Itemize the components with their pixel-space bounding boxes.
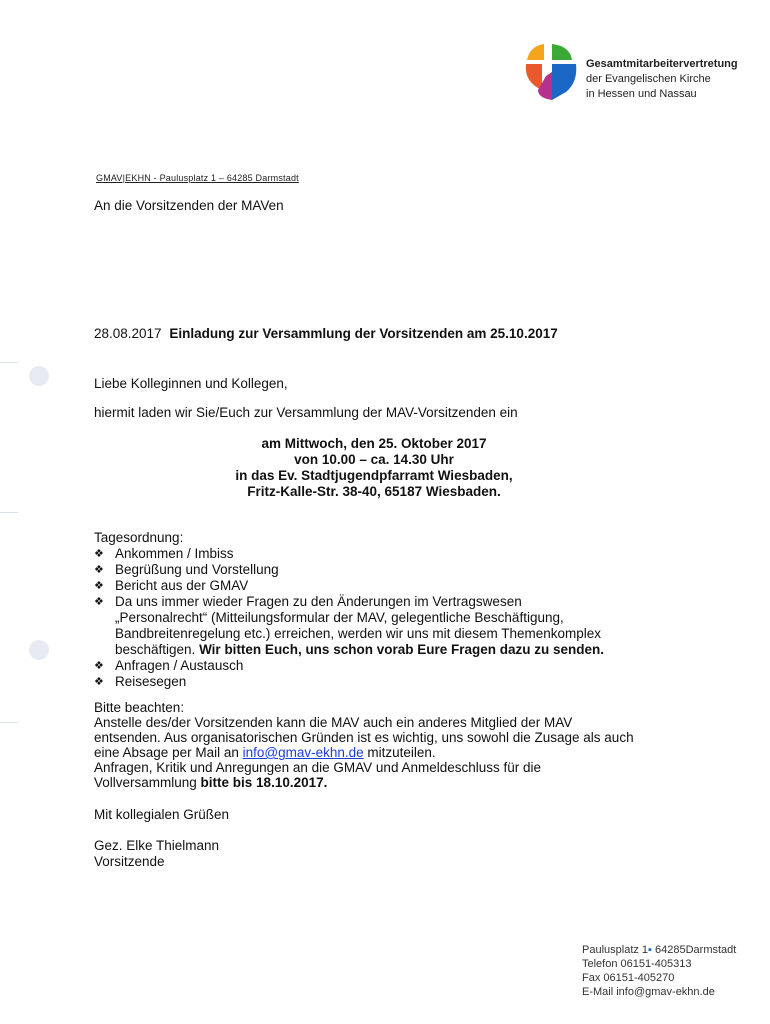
agenda-item-text: Anfragen / Austausch (115, 658, 244, 673)
agenda-item-text: „Personalrecht“ (Mitteilungsformular der MAV, gelegentliche Beschäftigung, (115, 610, 564, 625)
fold-mark (0, 722, 18, 723)
agenda-item-text: Da uns immer wieder Fragen zu den Änderungen im Vertragswesen (115, 594, 522, 609)
org-line-1: Gesamtmitarbeitervertretung (586, 58, 738, 70)
list-item (94, 594, 604, 658)
closing: Mit kollegialen Grüßen (94, 807, 230, 822)
punch-hole-mark (29, 640, 49, 660)
agenda-item-text: Reisesegen (115, 674, 187, 689)
notes-line: entsenden. Aus organisatorischen Gründen ist es wichtig, uns sowohl die Zusage als auch (94, 730, 634, 745)
diamond-bullet-icon: ❖ (94, 564, 104, 576)
signature-name: Gez. Elke Thielmann (94, 838, 220, 853)
ekhn-cross-logo (518, 42, 582, 102)
agenda-item-text: Bandbreitenregelung etc.) erreichen, werden wir uns mit diesem Themenkomplex (115, 626, 601, 641)
event-details (94, 436, 654, 500)
greeting: Liebe Kolleginnen und Kollegen, (94, 376, 288, 391)
event-date: am Mittwoch, den 25. Oktober 2017 (261, 436, 487, 451)
list-item (94, 578, 604, 594)
sender-address-line: GMAV|EKHN - Paulusplatz 1 – 64285 Darmstadt (96, 173, 299, 183)
event-address: Fritz-Kalle-Str. 38-40, 65187 Wiesbaden. (247, 484, 501, 499)
org-name (586, 57, 738, 102)
recipient-line: An die Vorsitzenden der MAVen (94, 198, 284, 213)
diamond-bullet-icon: ❖ (94, 548, 104, 560)
fold-mark (0, 362, 18, 363)
footer-street: Paulusplatz 1▪ 64285Darmstadt (582, 944, 737, 956)
agenda-list (94, 546, 604, 690)
notes-section (94, 700, 634, 790)
notes-line: eine Absage per Mail an info@gmav-ekhn.de mitzuteilen. (94, 745, 436, 760)
event-time: von 10.00 – ca. 14.30 Uhr (294, 452, 454, 467)
fold-mark (0, 512, 18, 513)
agenda-item-text: beschäftigen. Wir bitten Euch, uns schon vorab Eure Fragen dazu zu senden. (115, 642, 604, 657)
org-line-3: in Hessen und Nassau (586, 88, 697, 100)
agenda-request-bold: Wir bitten Euch, uns schon vorab Eure Fragen dazu zu senden. (199, 642, 604, 657)
subject-title: Einladung zur Versammlung der Vorsitzenden am 25.10.2017 (169, 326, 558, 341)
notes-heading: Bitte beachten: (94, 700, 185, 715)
list-item (94, 674, 604, 690)
list-item (94, 546, 604, 562)
list-item (94, 562, 604, 578)
footer-address (582, 943, 736, 999)
notes-line: Vollversammlung bitte bis 18.10.2017. (94, 775, 328, 790)
deadline-bold: bitte bis 18.10.2017. (200, 775, 328, 790)
org-line-2: der Evangelischen Kirche (586, 73, 711, 85)
agenda-item-text: Ankommen / Imbiss (115, 546, 234, 561)
agenda-heading: Tagesordnung: (94, 530, 184, 545)
diamond-bullet-icon: ❖ (94, 676, 104, 688)
diamond-bullet-icon: ❖ (94, 580, 104, 592)
list-item (94, 658, 604, 674)
event-venue: in das Ev. Stadtjugendpfarramt Wiesbaden, (235, 468, 513, 483)
left-margin-strip (0, 0, 74, 1024)
footer-fax: Fax 06151-405270 (582, 972, 675, 984)
letter-date: 28.08.2017 (94, 326, 162, 341)
letter-page (74, 0, 770, 1024)
agenda-item-text: Bericht aus der GMAV (115, 578, 249, 593)
footer-phone: Telefon 06151-405313 (582, 958, 692, 970)
subject-line (94, 326, 558, 341)
intro-text: hiermit laden wir Sie/Euch zur Versammlung der MAV-Vorsitzenden ein (94, 405, 518, 420)
notes-line: Anfragen, Kritik und Anregungen an die GMAV und Anmeldeschluss für die (94, 760, 542, 775)
footer-email: E-Mail info@gmav-ekhn.de (582, 986, 715, 998)
punch-hole-mark (29, 366, 49, 386)
agenda-item-text: Begrüßung und Vorstellung (115, 562, 279, 577)
email-link[interactable]: info@gmav-ekhn.de (242, 745, 364, 760)
agenda (94, 530, 604, 690)
diamond-bullet-icon: ❖ (94, 596, 104, 608)
square-separator-icon: ▪ (648, 944, 652, 956)
diamond-bullet-icon: ❖ (94, 660, 104, 672)
signature-role: Vorsitzende (94, 854, 165, 869)
notes-line: Anstelle des/der Vorsitzenden kann die MAV auch ein anderes Mitglied der MAV (94, 715, 573, 730)
